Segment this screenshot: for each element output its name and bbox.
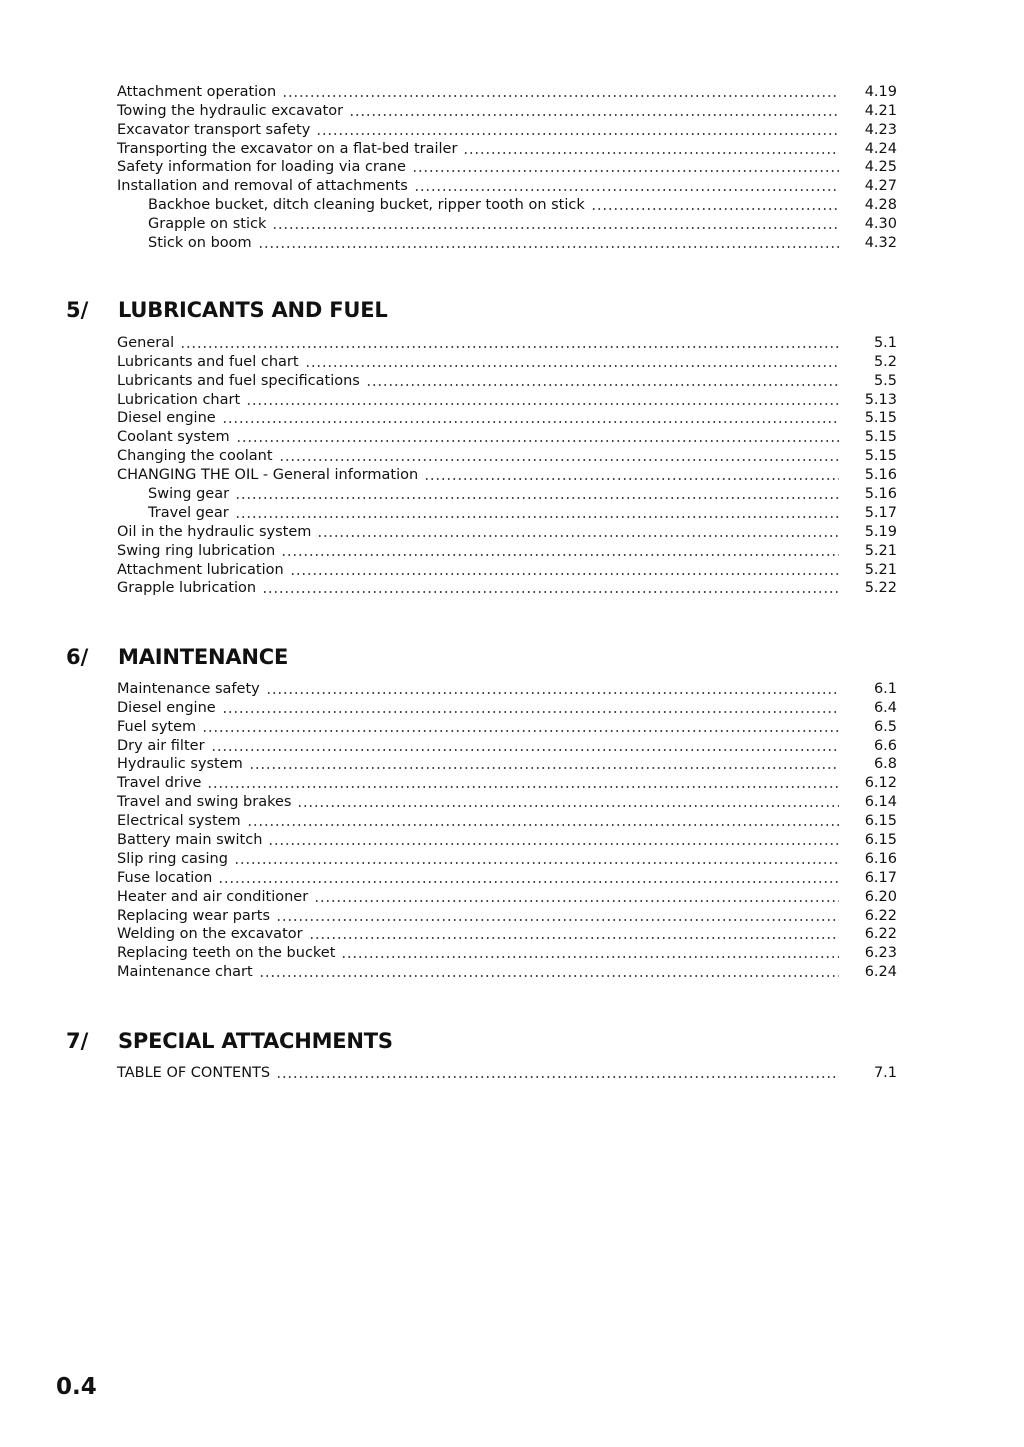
toc-entry[interactable] <box>117 698 897 717</box>
toc-entry-label: Hydraulic system <box>117 756 243 773</box>
dot-leader <box>259 974 839 978</box>
dot-leader <box>235 496 839 500</box>
toc-entry-page: 4.21 <box>864 102 897 119</box>
dot-leader <box>317 534 839 538</box>
dot-leader <box>297 804 839 808</box>
toc-entry-page: 5.16 <box>864 486 897 503</box>
toc-entry-label: Grapple on stick <box>148 216 267 233</box>
toc-entry[interactable] <box>117 962 897 981</box>
toc-entry[interactable] <box>117 158 897 177</box>
toc-entry-page: 4.19 <box>864 83 897 100</box>
toc-entry-page: 5.21 <box>864 561 897 578</box>
dot-leader <box>316 132 839 136</box>
dot-leader <box>222 710 839 714</box>
toc-entry[interactable] <box>117 333 897 352</box>
toc-entry-label: General <box>117 334 175 351</box>
toc-entry-page: 5.2 <box>873 353 897 370</box>
toc-entry-label: Fuel sytem <box>117 718 197 735</box>
toc-entry-label: Safety information for loading via crane <box>117 159 406 176</box>
toc-entry-label: Battery main switch <box>117 832 263 849</box>
toc-entry-page: 5.16 <box>864 467 897 484</box>
toc-entry-label: Excavator transport safety <box>117 121 311 138</box>
dot-leader <box>279 458 839 462</box>
toc-entry-label: Slip ring casing <box>117 850 228 867</box>
toc-entry-page: 6.22 <box>864 926 897 943</box>
dot-leader <box>236 439 839 443</box>
dot-leader <box>247 823 839 827</box>
section-number: 5/ <box>66 298 89 322</box>
toc-entry[interactable] <box>117 139 897 158</box>
toc-entry[interactable] <box>117 811 897 830</box>
toc-entry-page: 6.8 <box>873 756 897 773</box>
toc-entry-page: 5.5 <box>873 372 897 389</box>
toc-subentry[interactable] <box>117 484 897 503</box>
toc-entry-label: Backhoe bucket, ditch cleaning bucket, ripper tooth on stick <box>148 197 585 214</box>
toc-entry-label: Travel gear <box>148 504 229 521</box>
toc-entry-page: 4.23 <box>864 121 897 138</box>
toc-entry-label: Changing the coolant <box>117 448 273 465</box>
toc-entry-label: Heater and air conditioner <box>117 888 309 905</box>
dot-leader <box>218 880 839 884</box>
toc-entry[interactable] <box>117 773 897 792</box>
toc-entry-page: 6.20 <box>864 888 897 905</box>
toc-entry[interactable] <box>117 465 897 484</box>
dot-leader <box>305 364 839 368</box>
dot-leader <box>290 572 839 576</box>
toc-entry-label: Swing gear <box>148 486 230 503</box>
toc-entry[interactable] <box>117 352 897 371</box>
dot-leader <box>366 383 839 387</box>
toc-entry-page: 6.6 <box>873 737 897 754</box>
dot-leader <box>414 188 839 192</box>
section-title: SPECIAL ATTACHMENTS <box>118 1029 393 1053</box>
toc-entry-page: 4.32 <box>864 235 897 252</box>
dot-leader <box>262 590 839 594</box>
toc-entry[interactable] <box>117 120 897 139</box>
dot-leader <box>234 861 839 865</box>
section-number: 7/ <box>66 1029 89 1053</box>
section-title: LUBRICANTS AND FUEL <box>118 298 388 322</box>
toc-entry[interactable] <box>117 868 897 887</box>
toc-entry-label: Lubricants and fuel chart <box>117 353 299 370</box>
toc-entry[interactable] <box>117 830 897 849</box>
toc-entry-label: Transporting the excavator on a flat-bed trailer <box>117 140 458 157</box>
toc-entry-page: 6.15 <box>864 813 897 830</box>
toc-entry-label: Attachment lubrication <box>117 561 284 578</box>
toc-subentry[interactable] <box>117 503 897 522</box>
toc-entry[interactable] <box>117 1063 897 1082</box>
toc-entry-page: 5.13 <box>864 391 897 408</box>
toc-entry-label: Replacing teeth on the bucket <box>117 945 336 962</box>
dot-leader <box>272 226 839 230</box>
section-number: 6/ <box>66 645 89 669</box>
toc-entry-label: Grapple lubrication <box>117 580 257 597</box>
toc-entry[interactable] <box>117 427 897 446</box>
dot-leader <box>268 842 839 846</box>
toc-entry-label: Fuse location <box>117 869 213 886</box>
toc-entry[interactable] <box>117 579 897 598</box>
dot-leader <box>412 169 839 173</box>
dot-leader <box>314 899 839 903</box>
toc-entry[interactable] <box>117 176 897 195</box>
dot-leader <box>258 245 839 249</box>
toc-subentry[interactable] <box>117 214 897 233</box>
toc-entry[interactable] <box>117 409 897 428</box>
toc-entry[interactable] <box>117 792 897 811</box>
toc-entry-label: Replacing wear parts <box>117 907 270 924</box>
toc-entry-page: 5.17 <box>864 504 897 521</box>
toc-entry-label: Swing ring lubrication <box>117 542 276 559</box>
toc-entry[interactable] <box>117 522 897 541</box>
toc-entry-label: Lubrication chart <box>117 391 241 408</box>
toc-entry-page: 6.17 <box>864 869 897 886</box>
section-heading-7 <box>66 1023 916 1053</box>
toc-entry-page: 6.24 <box>864 964 897 981</box>
dot-leader <box>309 936 839 940</box>
toc-entry-label: CHANGING THE OIL - General information <box>117 467 419 484</box>
toc-entry[interactable] <box>117 755 897 774</box>
toc-entry-page: 4.25 <box>864 159 897 176</box>
toc-entry-page: 4.27 <box>864 178 897 195</box>
section-title: MAINTENANCE <box>118 645 289 669</box>
dot-leader <box>202 729 839 733</box>
toc-entry[interactable] <box>117 679 897 698</box>
toc-entry-label: Electrical system <box>117 813 241 830</box>
dot-leader <box>282 94 839 98</box>
toc-entry[interactable] <box>117 82 897 101</box>
toc-entry-label: Diesel engine <box>117 410 216 427</box>
toc-entry-page: 6.16 <box>864 850 897 867</box>
toc-list-section-5 <box>117 333 897 597</box>
toc-entry-page: 6.15 <box>864 832 897 849</box>
toc-entry-label: Travel drive <box>117 775 202 792</box>
toc-entry-label: Dry air filter <box>117 737 205 754</box>
toc-entry-label: Installation and removal of attachments <box>117 178 408 195</box>
toc-entry-page: 5.22 <box>864 580 897 597</box>
section-heading-6 <box>66 639 916 669</box>
toc-entry-label: Stick on boom <box>148 235 252 252</box>
dot-leader <box>276 1075 839 1079</box>
toc-entry[interactable] <box>117 101 897 120</box>
toc-entry[interactable] <box>117 446 897 465</box>
toc-entry-page: 5.15 <box>864 429 897 446</box>
toc-entry-label: Towing the hydraulic excavator <box>117 102 344 119</box>
toc-entry-page: 6.12 <box>864 775 897 792</box>
toc-entry[interactable] <box>117 560 897 579</box>
dot-leader <box>281 553 839 557</box>
toc-entry[interactable] <box>117 925 897 944</box>
toc-entry-page: 6.1 <box>873 680 897 697</box>
dot-leader <box>249 766 839 770</box>
toc-entry-page: 6.14 <box>864 794 897 811</box>
toc-entry-page: 4.28 <box>864 197 897 214</box>
dot-leader <box>235 515 839 519</box>
toc-list-section-6 <box>117 679 897 981</box>
toc-entry-page: 5.15 <box>864 410 897 427</box>
toc-entry[interactable] <box>117 371 897 390</box>
toc-entry[interactable] <box>117 943 897 962</box>
toc-entry[interactable] <box>117 717 897 736</box>
toc-entry-page: 4.24 <box>864 140 897 157</box>
dot-leader <box>207 785 839 789</box>
dot-leader <box>246 402 839 406</box>
dot-leader <box>341 955 839 959</box>
toc-entry-label: Attachment operation <box>117 83 277 100</box>
toc-entry-page: 6.22 <box>864 907 897 924</box>
toc-entry-label: TABLE OF CONTENTS <box>117 1064 271 1081</box>
toc-entry-label: Coolant system <box>117 429 230 446</box>
toc-entry[interactable] <box>117 390 897 409</box>
toc-entry[interactable] <box>117 906 897 925</box>
toc-list-section-4 <box>117 82 897 252</box>
toc-list-section-7 <box>117 1063 897 1082</box>
toc-entry-page: 6.4 <box>873 699 897 716</box>
dot-leader <box>424 477 839 481</box>
toc-subentry[interactable] <box>117 195 897 214</box>
dot-leader <box>591 207 839 211</box>
page-number: 0.4 <box>56 1374 97 1400</box>
toc-entry[interactable] <box>117 736 897 755</box>
dot-leader <box>222 420 839 424</box>
dot-leader <box>266 691 839 695</box>
toc-entry[interactable] <box>117 887 897 906</box>
toc-entry-label: Maintenance safety <box>117 680 260 697</box>
dot-leader <box>211 748 839 752</box>
toc-entry-page: 6.5 <box>873 718 897 735</box>
toc-entry-page: 5.1 <box>873 334 897 351</box>
toc-entry-label: Lubricants and fuel specifications <box>117 372 360 389</box>
toc-entry[interactable] <box>117 541 897 560</box>
dot-leader <box>463 151 839 155</box>
toc-entry-page: 5.19 <box>864 523 897 540</box>
dot-leader <box>180 345 839 349</box>
toc-entry-label: Diesel engine <box>117 699 216 716</box>
toc-entry[interactable] <box>117 849 897 868</box>
toc-entry-label: Maintenance chart <box>117 964 253 981</box>
toc-entry-page: 7.1 <box>873 1064 897 1081</box>
section-heading-5 <box>66 292 916 322</box>
dot-leader <box>349 113 839 117</box>
toc-entry-page: 5.21 <box>864 542 897 559</box>
toc-subentry[interactable] <box>117 233 897 252</box>
dot-leader <box>276 918 839 922</box>
toc-entry-page: 5.15 <box>864 448 897 465</box>
toc-entry-page: 4.30 <box>864 216 897 233</box>
toc-entry-page: 6.23 <box>864 945 897 962</box>
toc-entry-label: Oil in the hydraulic system <box>117 523 312 540</box>
toc-entry-label: Travel and swing brakes <box>117 794 292 811</box>
toc-entry-label: Welding on the excavator <box>117 926 303 943</box>
